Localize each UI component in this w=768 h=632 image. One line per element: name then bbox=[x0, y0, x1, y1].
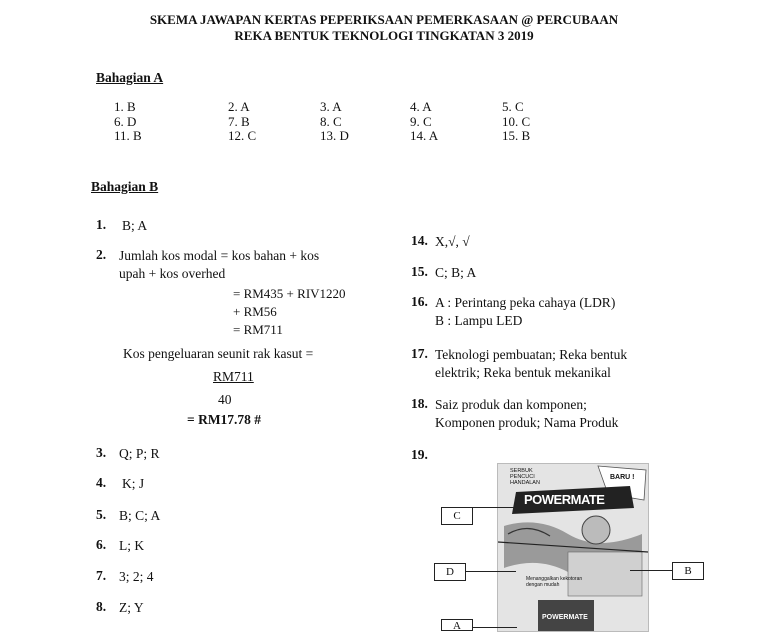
section-b-heading: Bahagian B bbox=[91, 179, 159, 194]
answer-13: 13. D bbox=[320, 128, 349, 143]
q2-line1: Jumlah kos modal = kos bahan + kos bbox=[119, 248, 320, 263]
leader-line-d bbox=[466, 571, 516, 572]
answer-2: 2. A bbox=[228, 99, 250, 114]
leader-line-a bbox=[473, 627, 517, 628]
q2-denominator: 40 bbox=[218, 392, 232, 407]
q16-number: 16. bbox=[411, 294, 428, 309]
answer-9: 9. C bbox=[410, 113, 432, 129]
q17-line2: elektrik; Reka bentuk mekanikal bbox=[435, 365, 611, 380]
sparkle-circle bbox=[582, 516, 610, 544]
poster-blurb: Menanggalkan kekotoran dengan mudah bbox=[526, 576, 583, 588]
q14-answer: X,√, √ bbox=[435, 234, 470, 249]
info-panel bbox=[568, 552, 642, 596]
q16-line2: B : Lampu LED bbox=[435, 313, 523, 328]
q2-line2: upah + kos overhed bbox=[119, 266, 226, 281]
label-box-d: D bbox=[434, 563, 466, 581]
answer-14: 14. A bbox=[410, 128, 439, 143]
answer-15: 15. B bbox=[502, 128, 531, 143]
poster-badge-text: BARU ! bbox=[610, 474, 635, 481]
product-poster-image bbox=[497, 463, 649, 632]
answer-12: 12. C bbox=[228, 128, 257, 143]
q2-numerator: RM711 bbox=[213, 369, 254, 384]
q3-number: 3. bbox=[96, 445, 107, 460]
leader-line-b bbox=[630, 570, 672, 571]
q3-answer: Q; P; R bbox=[119, 446, 160, 461]
answer-7: 7. B bbox=[228, 113, 250, 129]
q2-cost-label: Kos pengeluaran seunit rak kasut = bbox=[123, 346, 314, 361]
q15-number: 15. bbox=[411, 264, 428, 279]
poster-artwork bbox=[498, 464, 648, 631]
answer-1: 1. B bbox=[114, 99, 136, 114]
q7-answer: 3; 2; 4 bbox=[119, 569, 154, 584]
answer-10: 10. C bbox=[502, 113, 531, 129]
answer-11: 11. B bbox=[114, 128, 142, 143]
q2-calc3: = RM711 bbox=[233, 322, 283, 337]
q4-answer: K; J bbox=[122, 476, 145, 491]
poster-brand-text: POWERMATE bbox=[524, 492, 605, 507]
poster-top-text: SERBUK PENCUCI HANDALAN bbox=[510, 468, 540, 486]
answer-4: 4. A bbox=[410, 99, 432, 114]
q5-answer: B; C; A bbox=[119, 508, 161, 523]
answer-8: 8. C bbox=[320, 113, 342, 129]
poster-box-brand: POWERMATE bbox=[542, 614, 588, 621]
q7-number: 7. bbox=[96, 568, 107, 583]
q2-result: = RM17.78 # bbox=[187, 412, 262, 427]
q6-answer: L; K bbox=[119, 538, 145, 553]
q15-answer: C; B; A bbox=[435, 265, 477, 280]
q2-calc1: = RM435 + RIV1220 bbox=[233, 286, 346, 301]
q18-line2: Komponen produk; Nama Produk bbox=[435, 415, 619, 430]
q19-number: 19. bbox=[411, 447, 428, 462]
q17-line1: Teknologi pembuatan; Reka bentuk bbox=[435, 347, 628, 362]
q5-number: 5. bbox=[96, 507, 107, 522]
section-a-answer-grid bbox=[114, 100, 562, 144]
answer-5: 5. C bbox=[502, 99, 524, 114]
q16-line1: A : Perintang peka cahaya (LDR) bbox=[435, 295, 616, 310]
q2-calc2: + RM56 bbox=[233, 304, 277, 319]
q6-number: 6. bbox=[96, 537, 107, 552]
q14-number: 14. bbox=[411, 233, 428, 248]
q17-number: 17. bbox=[411, 346, 428, 361]
header-line2: REKA BENTUK TEKNOLOGI TINGKATAN 3 2019 bbox=[234, 28, 534, 43]
q1-number: 1. bbox=[96, 217, 107, 232]
leader-line-c bbox=[473, 507, 517, 508]
q8-answer: Z; Y bbox=[119, 600, 144, 615]
q18-line1: Saiz produk dan komponen; bbox=[435, 397, 587, 412]
header-line1: SKEMA JAWAPAN KERTAS PEPERIKSAAN PEMERKASAAN @ PERCUBAAN bbox=[149, 12, 619, 27]
answer-6: 6. D bbox=[114, 113, 137, 129]
q1-answer: B; A bbox=[122, 218, 148, 233]
label-box-a: A bbox=[441, 619, 473, 631]
label-box-c: C bbox=[441, 507, 473, 525]
q2-number: 2. bbox=[96, 247, 107, 262]
label-box-b: B bbox=[672, 562, 704, 580]
q8-number: 8. bbox=[96, 599, 107, 614]
answer-3: 3. A bbox=[320, 99, 342, 114]
section-a-heading: Bahagian A bbox=[96, 70, 164, 85]
q18-number: 18. bbox=[411, 396, 428, 411]
q4-number: 4. bbox=[96, 475, 107, 490]
